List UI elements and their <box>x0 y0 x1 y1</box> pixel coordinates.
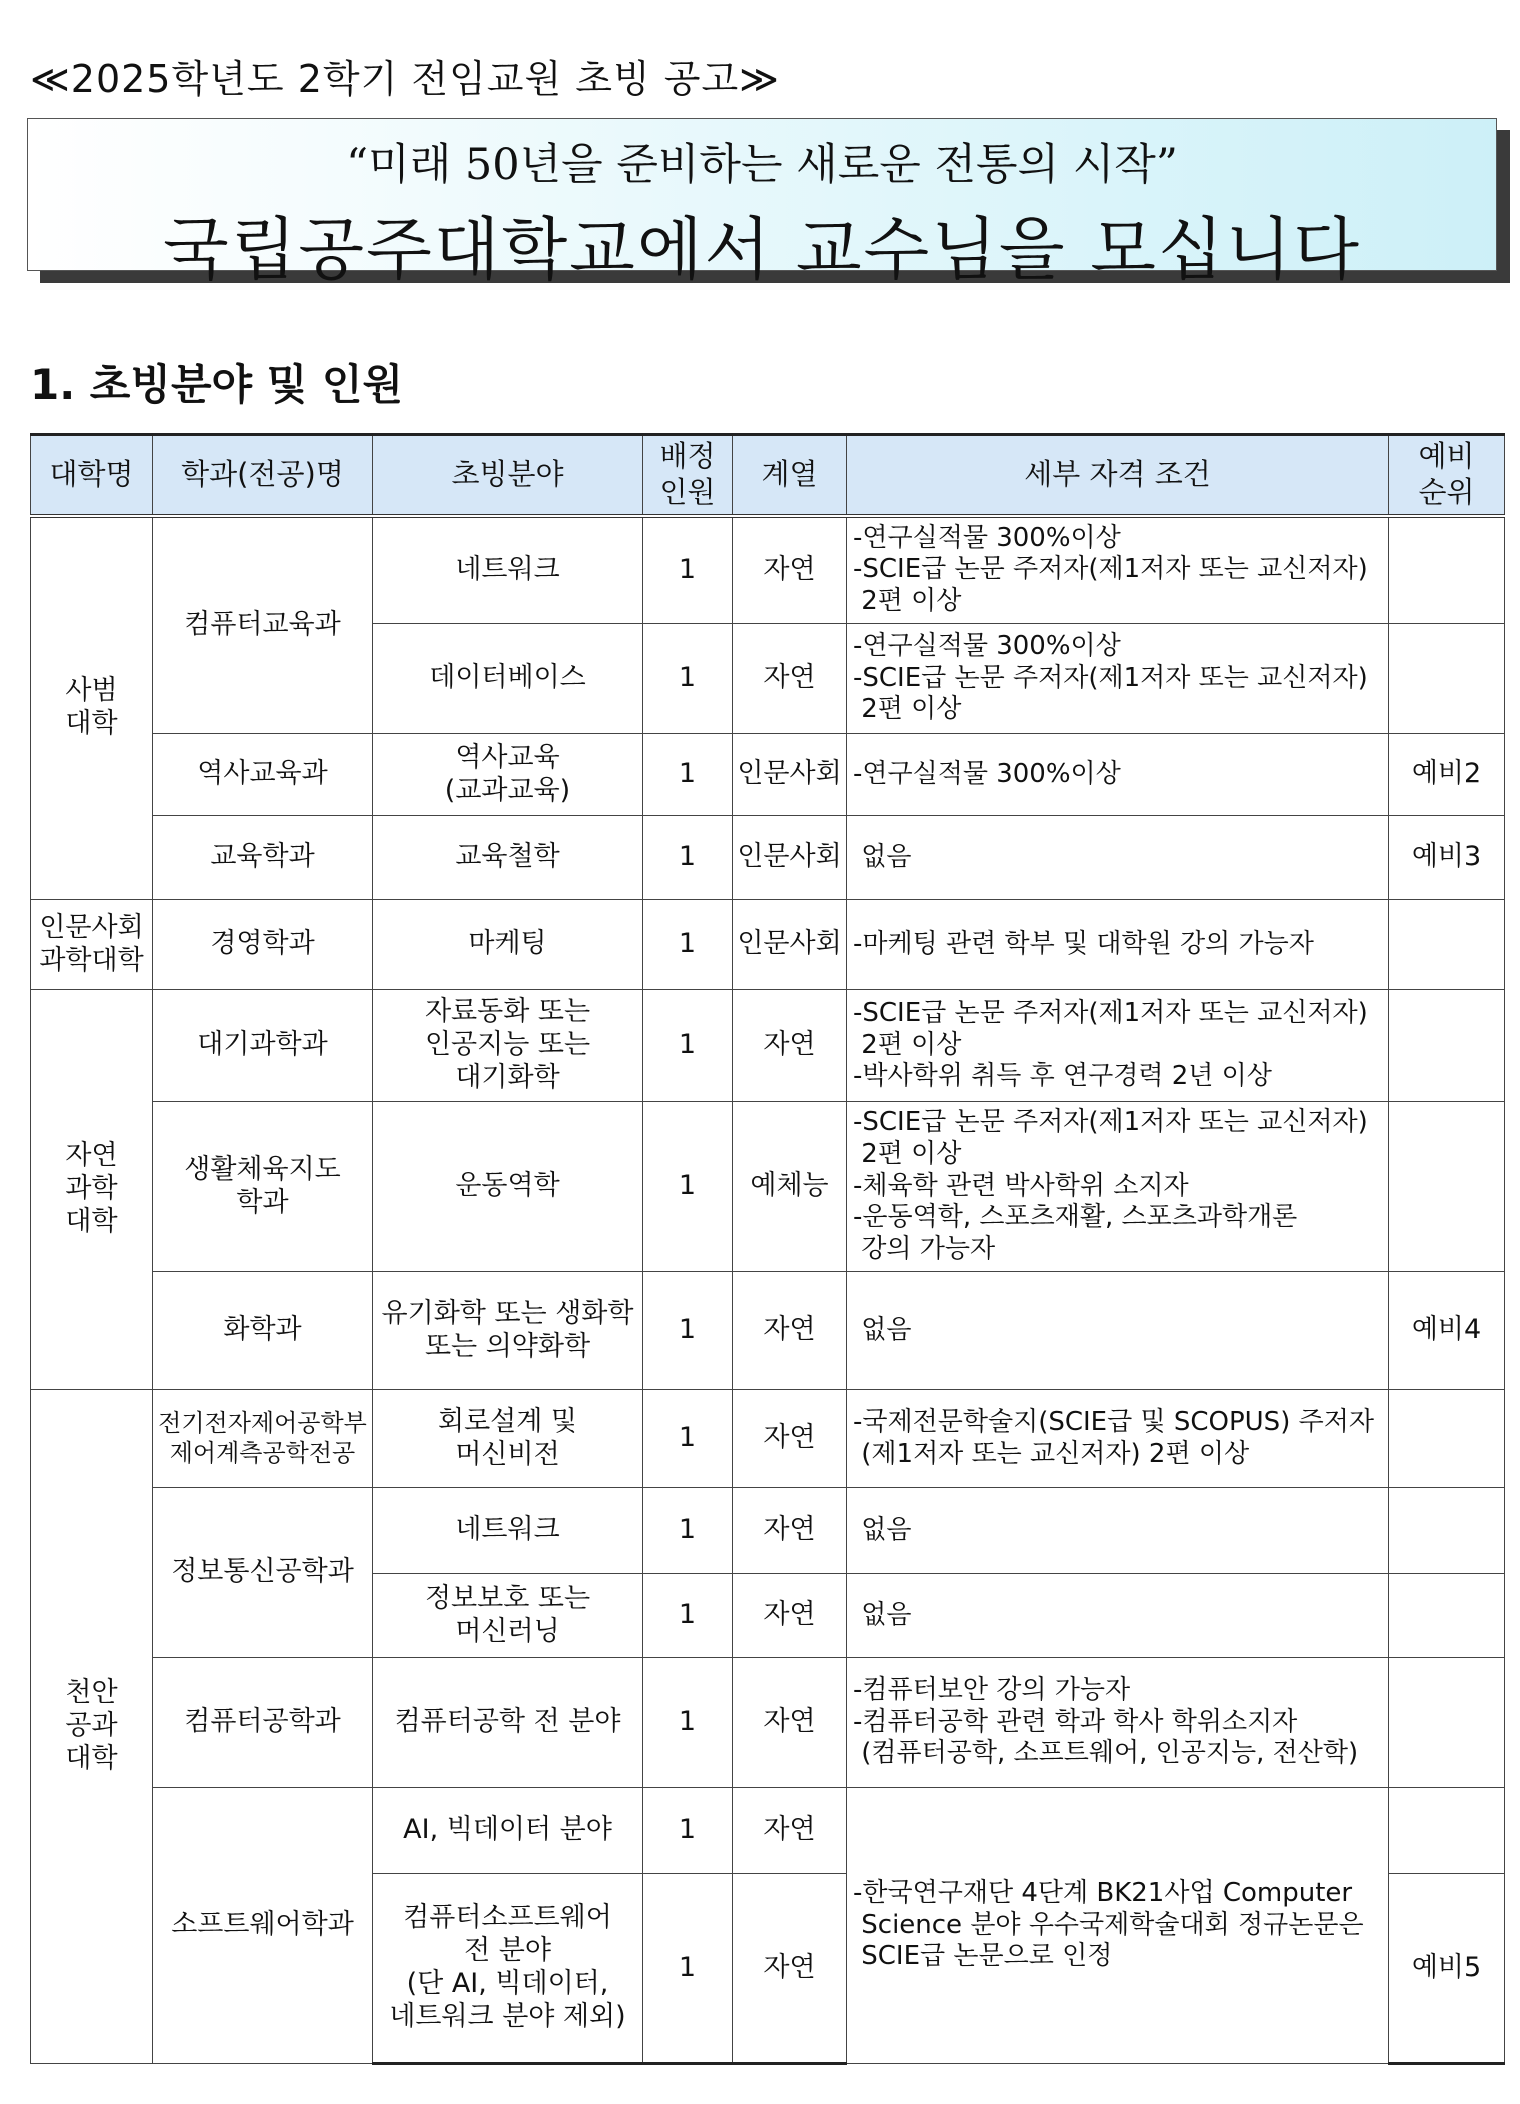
category-cell: 예체능 <box>733 1102 847 1272</box>
quota-cell: 1 <box>643 1788 733 1874</box>
cell-line: 자연 <box>65 1140 118 1172</box>
quota-cell: 1 <box>643 1874 733 2064</box>
cell-line: 2편 이상 <box>853 1138 962 1169</box>
requirements-cell <box>847 1272 1389 1390</box>
quota-cell: 1 <box>643 1658 733 1788</box>
table-row <box>31 900 1505 990</box>
quota-cell: 1 <box>643 516 733 624</box>
quota-cell: 1 <box>643 1390 733 1488</box>
category-cell: 자연 <box>733 1874 847 2064</box>
cell-line: AI, 빅데이터 분야 <box>403 1814 612 1846</box>
requirements-cell <box>847 624 1389 734</box>
category-cell: 자연 <box>733 990 847 1102</box>
recruitment-table <box>30 433 1505 2065</box>
cell-line: -한국연구재단 4단계 BK21사업 Computer <box>853 1877 1353 1908</box>
reserve-cell: 예비4 <box>1389 1272 1505 1390</box>
header-requirements: 세부 자격 조건 <box>847 435 1389 516</box>
cell-line: -연구실적물 300%이상 <box>853 522 1121 553</box>
reserve-cell <box>1389 900 1505 990</box>
requirements-cell <box>847 990 1389 1102</box>
quota-cell: 1 <box>643 816 733 900</box>
category-cell: 자연 <box>733 1574 847 1658</box>
field-cell <box>373 1874 643 2064</box>
cell-line: 없음 <box>853 1314 912 1345</box>
table-row <box>31 1272 1505 1390</box>
requirements-cell <box>847 900 1389 990</box>
cell-line: 인공지능 또는 <box>424 1029 591 1061</box>
reserve-cell <box>1389 1390 1505 1488</box>
cell-line: 컴퓨터소프트웨어 <box>403 1902 612 1934</box>
cell-line: 역사교육 <box>455 741 560 773</box>
category-cell: 자연 <box>733 624 847 734</box>
cell-line: 전 분야 <box>464 1935 551 1967</box>
cell-line: -SCIE급 논문 주저자(제1저자 또는 교신저자) <box>853 997 1368 1028</box>
table-header-row <box>31 435 1505 516</box>
requirements-cell <box>847 516 1389 624</box>
cell-line: 없음 <box>853 841 912 872</box>
table-row <box>31 1788 1505 1874</box>
field-cell <box>373 1658 643 1788</box>
notice-title: ≪2025학년도 2학기 전임교원 초빙 공고≫ <box>30 57 780 101</box>
cell-line: 없음 <box>853 1514 912 1545</box>
cell-line: 자료동화 또는 <box>424 996 591 1028</box>
cell-line: 인문사회 <box>39 911 144 943</box>
department-cell: 대기과학과 <box>153 990 373 1102</box>
department-cell: 교육학과 <box>153 816 373 900</box>
slogan: “미래 50년을 준비하는 새로운 전통의 시작” <box>346 140 1178 190</box>
field-cell <box>373 990 643 1102</box>
department-cell: 소프트웨어학과 <box>153 1788 373 2064</box>
field-cell <box>373 1488 643 1574</box>
reserve-cell <box>1389 624 1505 734</box>
table-row <box>31 1488 1505 1574</box>
header-reserve: 예비 순위 <box>1389 435 1505 516</box>
quota-cell: 1 <box>643 900 733 990</box>
table-row <box>31 990 1505 1102</box>
requirements-cell <box>847 816 1389 900</box>
table-row <box>31 1390 1505 1488</box>
header-quota: 배정 인원 <box>643 435 733 516</box>
field-cell <box>373 1102 643 1272</box>
category-cell: 자연 <box>733 1390 847 1488</box>
college-cell <box>31 990 153 1390</box>
reserve-cell: 예비3 <box>1389 816 1505 900</box>
cell-line: -운동역학, 스포츠재활, 스포츠과학개론 <box>853 1202 1298 1233</box>
quota-cell: 1 <box>643 1488 733 1574</box>
table-row <box>31 1658 1505 1788</box>
requirements-cell <box>847 1102 1389 1272</box>
cell-line: 2편 이상 <box>853 694 962 725</box>
department-cell <box>153 1390 373 1488</box>
cell-line: (단 AI, 빅데이터, <box>406 1968 609 1999</box>
category-cell: 인문사회 <box>733 900 847 990</box>
reserve-cell <box>1389 1658 1505 1788</box>
field-cell <box>373 1574 643 1658</box>
cell-line: 강의 가능자 <box>853 1234 996 1265</box>
cell-line: 컴퓨터공학 전 분야 <box>394 1706 621 1738</box>
cell-line: 교육철학 <box>455 841 560 873</box>
category-cell: 자연 <box>733 516 847 624</box>
quota-cell: 1 <box>643 734 733 816</box>
reserve-cell <box>1389 990 1505 1102</box>
cell-line: 천안 <box>65 1677 118 1709</box>
cell-line: -박사학위 취득 후 연구경력 2년 이상 <box>853 1061 1272 1092</box>
requirements-cell <box>847 1390 1389 1488</box>
cell-line: 머신비전 <box>455 1438 560 1470</box>
requirements-cell <box>847 1658 1389 1788</box>
requirements-cell <box>847 734 1389 816</box>
department-cell: 컴퓨터공학과 <box>153 1658 373 1788</box>
field-cell <box>373 816 643 900</box>
department-cell <box>153 1102 373 1272</box>
cell-line: 마케팅 <box>468 928 547 960</box>
category-cell: 자연 <box>733 1788 847 1874</box>
cell-line: 과학 <box>65 1173 118 1205</box>
cell-line: 전기전자제어공학부 <box>158 1409 367 1438</box>
cell-line: (교과교육) <box>444 774 571 806</box>
cell-line: 대학 <box>65 708 118 740</box>
requirements-cell <box>847 1788 1389 2064</box>
cell-line: -SCIE급 논문 주저자(제1저자 또는 교신저자) <box>853 554 1368 585</box>
section-title: 1. 초빙분야 및 인원 <box>30 360 404 409</box>
cell-line: -국제전문학술지(SCIE급 및 SCOPUS) 주저자 <box>853 1406 1374 1437</box>
table-row <box>31 1102 1505 1272</box>
cell-line: 데이터베이스 <box>429 662 586 694</box>
cell-line: 2편 이상 <box>853 586 962 617</box>
category-cell: 인문사회 <box>733 734 847 816</box>
cell-line: 공과 <box>65 1710 118 1742</box>
field-cell <box>373 900 643 990</box>
cell-line: 없음 <box>853 1599 912 1630</box>
field-cell <box>373 624 643 734</box>
requirements-cell <box>847 1488 1389 1574</box>
quota-cell: 1 <box>643 1102 733 1272</box>
reserve-cell: 예비5 <box>1389 1874 1505 2064</box>
reserve-cell <box>1389 1574 1505 1658</box>
cell-line: 대학 <box>65 1205 118 1237</box>
field-cell <box>373 516 643 624</box>
cell-line: -SCIE급 논문 주저자(제1저자 또는 교신저자) <box>853 1107 1368 1138</box>
department-cell: 경영학과 <box>153 900 373 990</box>
field-cell <box>373 1272 643 1390</box>
quota-cell: 1 <box>643 1574 733 1658</box>
cell-line: (컴퓨터공학, 소프트웨어, 인공지능, 전산학) <box>853 1738 1359 1769</box>
department-cell: 컴퓨터교육과 <box>153 516 373 734</box>
reserve-cell <box>1389 1788 1505 1874</box>
department-cell: 화학과 <box>153 1272 373 1390</box>
field-cell <box>373 734 643 816</box>
category-cell: 인문사회 <box>733 816 847 900</box>
department-cell: 역사교육과 <box>153 734 373 816</box>
cell-line: 대학 <box>65 1742 118 1774</box>
cell-line: (제1저자 또는 교신저자) 2편 이상 <box>853 1438 1250 1469</box>
quota-cell: 1 <box>643 1272 733 1390</box>
banner <box>27 118 1497 290</box>
cell-line: 대기화학 <box>455 1061 560 1093</box>
cell-line: 과학대학 <box>39 944 144 976</box>
department-cell: 정보통신공학과 <box>153 1488 373 1658</box>
category-cell: 자연 <box>733 1658 847 1788</box>
cell-line: -컴퓨터보안 강의 가능자 <box>853 1674 1131 1705</box>
reserve-cell: 예비2 <box>1389 734 1505 816</box>
college-cell <box>31 900 153 990</box>
reserve-cell <box>1389 516 1505 624</box>
headline: 국립공주대학교에서 교수님을 모십니다 <box>163 211 1361 290</box>
cell-line: 유기화학 또는 생화학 <box>381 1297 634 1329</box>
cell-line: SCIE급 논문으로 인정 <box>853 1941 1113 1972</box>
table-row <box>31 516 1505 624</box>
cell-line: 사범 <box>65 675 118 707</box>
quota-cell: 1 <box>643 624 733 734</box>
header-field: 초빙분야 <box>373 435 643 516</box>
cell-line: 2편 이상 <box>853 1029 962 1060</box>
cell-line: 생활체육지도 <box>184 1153 341 1185</box>
field-cell <box>373 1788 643 1874</box>
table-row <box>31 816 1505 900</box>
cell-line: 운동역학 <box>455 1170 560 1202</box>
cell-line: -체육학 관련 박사학위 소지자 <box>853 1170 1189 1201</box>
cell-line: 회로설계 및 <box>438 1405 577 1437</box>
cell-line: Science 분야 우수국제학술대회 정규논문은 <box>853 1909 1364 1940</box>
cell-line: 제어계측공학전공 <box>169 1438 356 1467</box>
table-row <box>31 734 1505 816</box>
cell-line: 네트워크 <box>455 553 560 585</box>
cell-line: -마케팅 관련 학부 및 대학원 강의 가능자 <box>853 928 1314 959</box>
field-cell <box>373 1390 643 1488</box>
quota-cell: 1 <box>643 990 733 1102</box>
cell-line: -연구실적물 300%이상 <box>853 758 1121 789</box>
category-cell: 자연 <box>733 1272 847 1390</box>
cell-line: 또는 의약화학 <box>424 1330 591 1362</box>
header-department: 학과(전공)명 <box>153 435 373 516</box>
cell-line: -컴퓨터공학 관련 학과 학사 학위소지자 <box>853 1706 1298 1737</box>
category-cell: 자연 <box>733 1488 847 1574</box>
cell-line: 네트워크 <box>455 1514 560 1546</box>
cell-line: -연구실적물 300%이상 <box>853 630 1121 661</box>
cell-line: 네트워크 분야 제외) <box>389 2000 626 2032</box>
cell-line: 정보보호 또는 <box>424 1582 591 1614</box>
college-cell <box>31 1390 153 2064</box>
cell-line: 머신러닝 <box>455 1615 560 1647</box>
header-category: 계열 <box>733 435 847 516</box>
header-college: 대학명 <box>31 435 153 516</box>
cell-line: -SCIE급 논문 주저자(제1저자 또는 교신저자) <box>853 662 1368 693</box>
cell-line: 학과 <box>236 1186 289 1218</box>
reserve-cell <box>1389 1488 1505 1574</box>
requirements-cell <box>847 1574 1389 1658</box>
reserve-cell <box>1389 1102 1505 1272</box>
college-cell <box>31 516 153 900</box>
